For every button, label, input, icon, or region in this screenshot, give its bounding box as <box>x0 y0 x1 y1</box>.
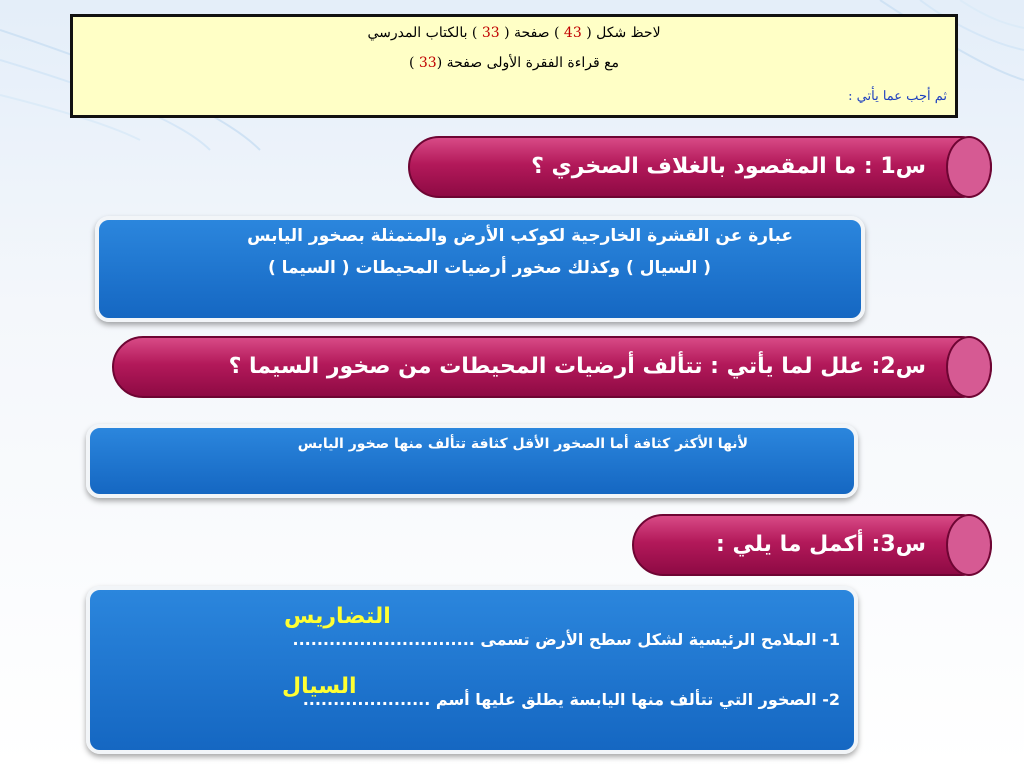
instruction-line-1: لاحظ شكل ( 43 ) صفحة ( 33 ) بالكتاب المدرسي <box>367 25 661 41</box>
scroll-cap <box>946 136 992 198</box>
instruction-line-3: ثم أجب عما يأتي : <box>848 89 947 104</box>
figure-number: 43 <box>563 25 582 41</box>
question-2-text: س2: علل لما يأتي : تتألف أرضيات المحيطات من صخور السيما ؟ <box>228 354 926 379</box>
question-1-banner <box>408 136 992 198</box>
scroll-cap <box>946 336 992 398</box>
answer-3-box <box>86 586 858 754</box>
fill-item-2: 2- الصخور التي تتألف منها اليابسة يطلق عليها أسم ..................... <box>302 690 840 709</box>
instruction-line-2: مع قراءة الفقرة الأولى صفحة (33 ) <box>408 55 620 71</box>
answer-1-line-1: عبارة عن القشرة الخارجية لكوكب الأرض والمتمثلة بصخور اليابس <box>247 226 793 246</box>
page-number: 33 <box>481 25 500 41</box>
answer-2-box <box>86 424 858 498</box>
fill-item-1: 1- الملامح الرئيسية لشكل سطح الأرض تسمى .............................. <box>292 630 840 649</box>
answer-1-line-2: ( السيال ) وكذلك صخور أرضيات المحيطات ( السيما ) <box>267 258 711 278</box>
question-2-banner <box>112 336 992 398</box>
answer-2-text: لأنها الأكثر كثافة أما الصخور الأقل كثافة تتألف منها صخور اليابس <box>297 436 748 452</box>
fill-answer-1: التضاريس <box>284 604 391 629</box>
fill-answer-2: السيال <box>282 674 357 699</box>
question-3-text: س3: أكمل ما يلي : <box>715 532 926 557</box>
answer-1-box <box>95 216 865 322</box>
question-1-text: س1 : ما المقصود بالغلاف الصخري ؟ <box>531 154 926 179</box>
question-3-banner <box>632 514 992 576</box>
scroll-cap <box>946 514 992 576</box>
page-number-2: 33 <box>418 55 437 71</box>
instruction-box <box>70 14 958 118</box>
